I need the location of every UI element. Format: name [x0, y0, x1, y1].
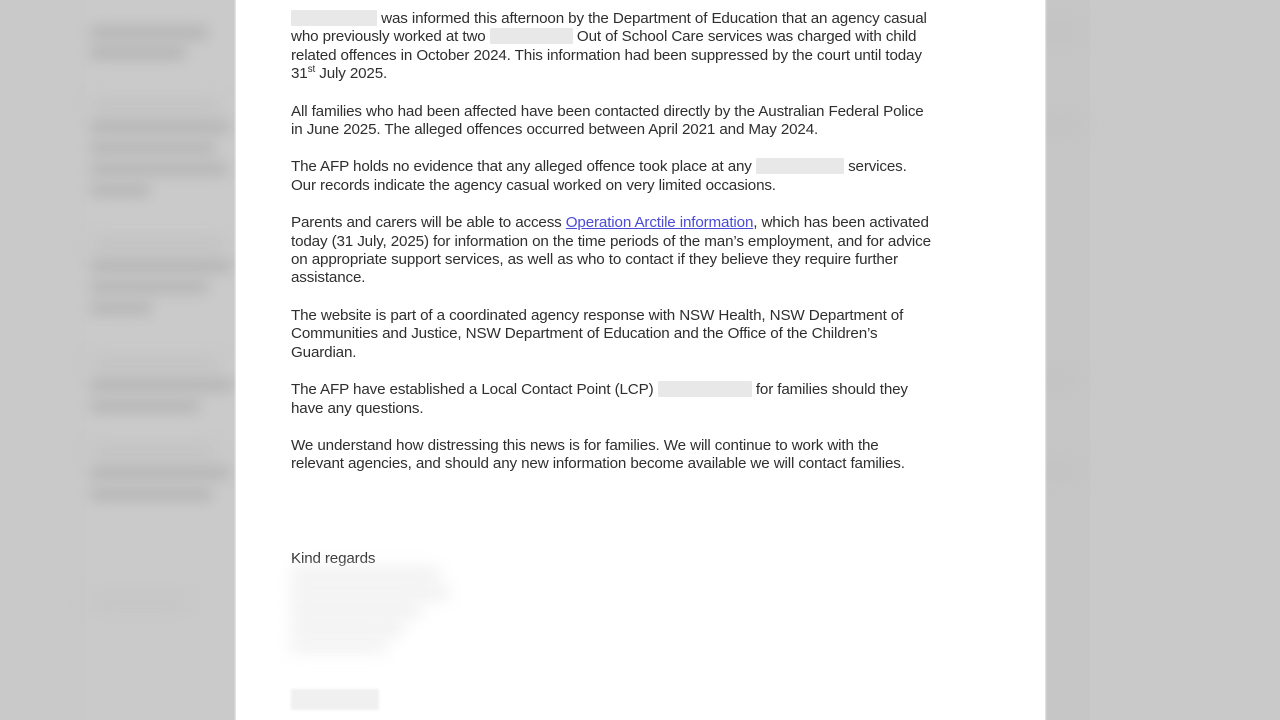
blurred-background-left	[0, 0, 237, 720]
blurred-page-left	[86, 0, 237, 720]
paragraph-3-text-a: The AFP holds no evidence that any alleged offence took place at any	[291, 158, 756, 176]
paragraph-7: We understand how distressing this news is for families. We will continue to work with the relevant agencies, and should any new information become available we will contact families.	[291, 436, 905, 473]
signoff-text: Kind regards	[291, 549, 376, 567]
redacted-signature-block	[291, 566, 451, 650]
paragraph-4-text-a: Parents and carers will be able to access	[291, 214, 566, 232]
letter-page	[236, 0, 1045, 720]
paragraph-6	[291, 381, 931, 418]
operation-arctile-link[interactable]: Operation Arctile information	[565, 214, 754, 232]
paragraph-3-text-b: services. Our records indicate the agency casual worked on very limited occasions.	[291, 158, 907, 194]
paragraph-6-text-a: The AFP have established a Local Contact Point (LCP)	[291, 381, 658, 399]
redacted-footer-block	[291, 689, 379, 710]
paragraph-1-text-b: Out of School Care services was charged with child related offences in October 2024. This information had been suppressed by the court until today 31	[291, 28, 922, 83]
redaction-local-contact-point	[658, 381, 752, 397]
paragraph-6-text-b: for families should they have any questions.	[291, 381, 908, 417]
paragraph-5: The website is part of a coordinated agency response with NSW Health, NSW Department of Communities and Justice, NSW Department of Education and the Office of the Children’s Guardian.	[291, 306, 904, 361]
paragraph-2: All families who had been affected have been contacted directly by the Australian Federal Police in June 2025. The alleged offences occurred between April 2021 and May 2024.	[291, 102, 924, 139]
paragraph-1	[291, 10, 931, 84]
redaction-service-name	[756, 158, 844, 174]
blurred-background-right	[1044, 0, 1280, 720]
paragraph-1-text-c: July 2025.	[315, 65, 388, 83]
redaction-organisation-name	[490, 28, 573, 44]
paragraph-4-text-b: , which has been activated today (31 July, 2025) for information on the time periods of the man’s employment, and for advice on appropriate support services, as well as who to contact if they believe they require further assistance.	[291, 214, 931, 287]
letter-body	[291, 10, 931, 568]
ordinal-suffix: st	[307, 64, 316, 76]
paragraph-4	[291, 214, 931, 288]
paragraph-1-text-a: was informed this afternoon by the Department of Education that an agency casual who previously worked at two	[291, 10, 927, 46]
redaction-organisation-name	[291, 10, 377, 26]
paragraph-3	[291, 158, 931, 195]
blurred-page-right	[1044, 0, 1090, 720]
